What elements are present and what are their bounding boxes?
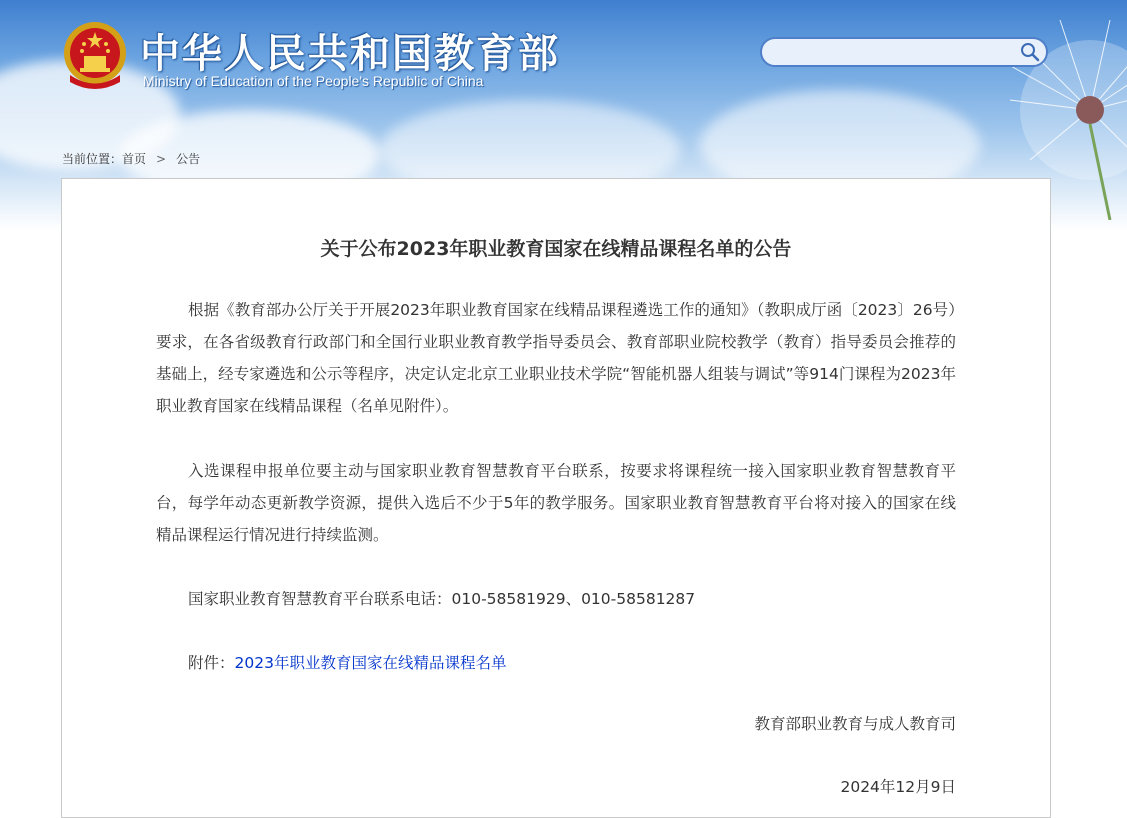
search-box bbox=[760, 37, 1048, 67]
article-paragraph-2: 入选课程申报单位要主动与国家职业教育智慧教育平台联系，按要求将课程统一接入国家职业教育智慧教育平台，每学年动态更新教学资源，提供入选后不少于5年的教学服务。国家职业教育智慧教育平台将对接入的国家在线精品课程运行情况进行持续监测。 bbox=[156, 462, 956, 544]
search-input[interactable] bbox=[772, 43, 1016, 63]
contact-line: 国家职业教育智慧教育平台联系电话：010-58581929、010-58581287 bbox=[188, 590, 696, 608]
breadcrumb-current[interactable]: 公告 bbox=[176, 152, 201, 166]
site-title-english: Ministry of Education of the People's Republic of China bbox=[143, 73, 484, 89]
attachment-label: 附件： bbox=[188, 654, 235, 672]
article-title: 关于公布2023年职业教育国家在线精品课程名单的公告 bbox=[320, 238, 792, 260]
breadcrumb-prefix: 当前位置： bbox=[62, 152, 123, 166]
issuing-department: 教育部职业教育与成人教育司 bbox=[754, 715, 956, 733]
site-title[interactable]: 中华人民共和国教育部 bbox=[140, 31, 560, 77]
article-container bbox=[61, 178, 1051, 818]
breadcrumb bbox=[62, 150, 200, 167]
article-paragraph-1: 根据《教育部办公厅关于开展2023年职业教育国家在线精品课程遴选工作的通知》（教职成厅函〔2023〕26号）要求，在各省级教育行政部门和全国行业职业教育教学指导委员会、教育部职业院校教学（教育）指导委员会推荐的基础上，经专家遴选和公示等程序，决定认定北京工业职业技术学院“智能机器人组装与调试”等914门课程为2023年职业教育国家在线精品课程（名单见附件）。 bbox=[156, 301, 956, 415]
breadcrumb-home[interactable]: 首页 bbox=[122, 152, 147, 166]
attachment-link[interactable]: 2023年职业教育国家在线精品课程名单 bbox=[234, 654, 507, 672]
issue-date: 2024年12月9日 bbox=[840, 778, 956, 796]
search-icon[interactable] bbox=[1020, 42, 1040, 62]
national-emblem-icon bbox=[62, 20, 128, 90]
breadcrumb-separator: > bbox=[156, 152, 167, 166]
attachment-line bbox=[156, 647, 956, 679]
